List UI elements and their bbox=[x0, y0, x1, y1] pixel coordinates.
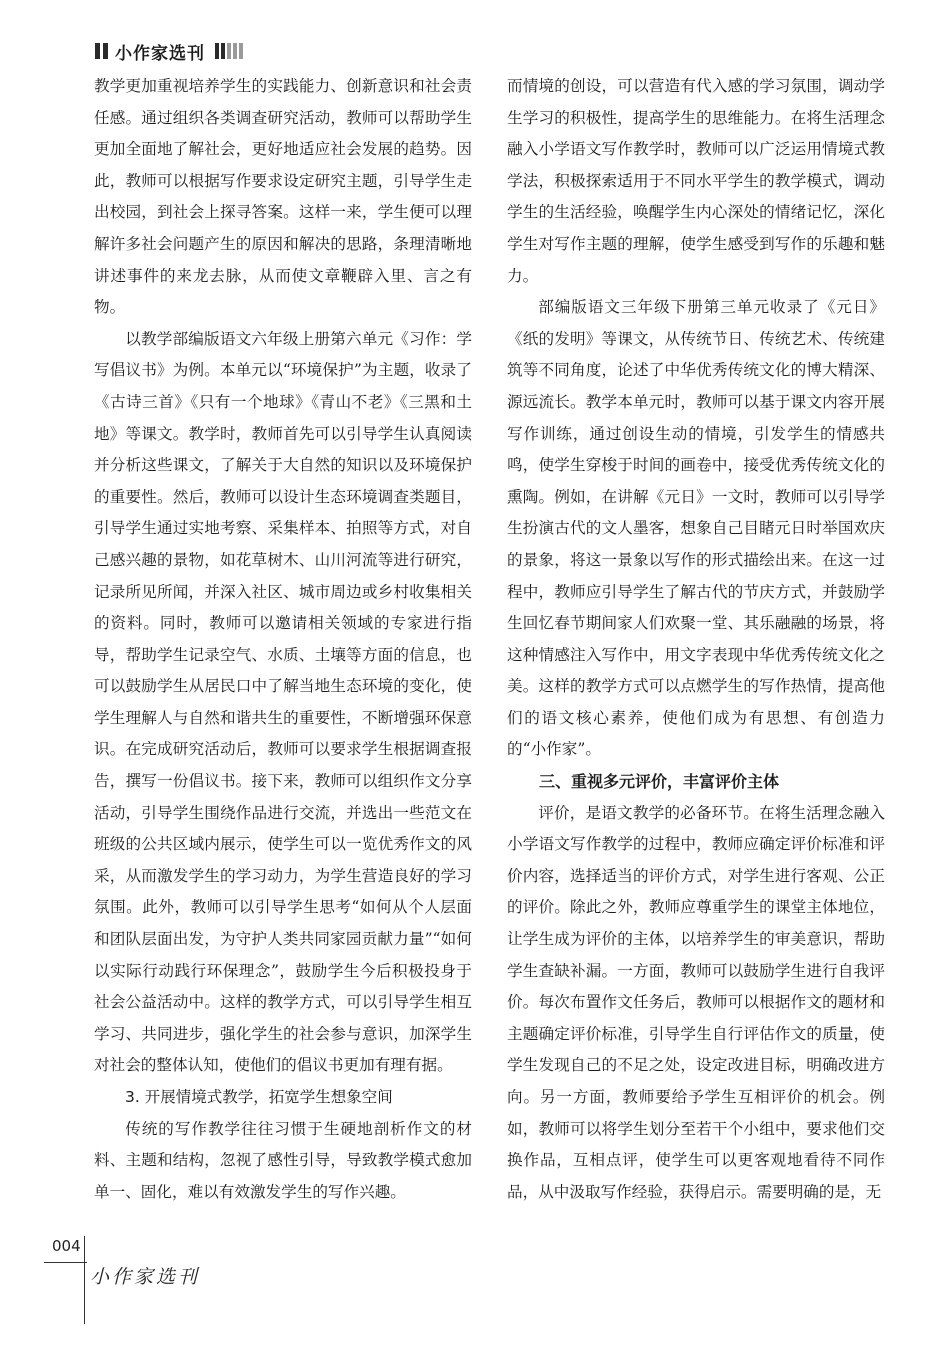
body-paragraph: 评价，是语文教学的必备环节。在将生活理念融入小学语文写作教学的过程中，教师应确定评价标准和评价内容，选择适当的评价方式，对学生进行客观、公正的评价。除此之外，教师应尊重学生的课堂主体地位，让学生成为评价的主体，以培养学生的审美意识，帮助学生查缺补漏。一方面，教师可以鼓励学生进行自我评价。每次布置作文任务后，教师可以根据作文的题材和主题确定评价标准，引导学生自行评估作文的质量，使学生发现自己的不足之处，设定改进目标，明确改进方向。另一方面，教师要给予学生互相评价的机会。例如，教师可以将学生划分至若干个小组中，要求他们交换作品，互相点评，使学生可以更客观地看待不同作品，从中汲取写作经验，获得启示。需要明确的是，无 bbox=[507, 803, 885, 1201]
header-bar-icon bbox=[227, 43, 231, 59]
body-paragraph: 教学更加重视培养学生的实践能力、创新意识和社会责任感。通过组织各类调查研究活动，教师可以帮助学生更加全面地了解社会，更好地适应社会发展的趋势。因此，教师可以根据写作要求设定研究主题，引导学生走出校园，到社会上探寻答案。这样一来，学生便可以理解许多社会问题产生的原因和解决的思路，条理清晰地讲述事件的来龙去脉，从而使文章鞭辟入里、言之有物。 bbox=[94, 77, 472, 317]
footer-divider bbox=[44, 1262, 87, 1263]
header-bar-icon bbox=[95, 43, 100, 59]
section-heading: 三、重视多元评价，丰富评价主体 bbox=[539, 772, 780, 792]
body-paragraph: 而情境的创设，可以营造有代入感的学习氛围，调动学生学习的积极性，提高学生的思维能力。在将生活理念融入小学语文写作教学时，教师可以广泛运用情境式教学法，积极探索适用于不同水平学生的教学模式，调动学生的生活经验，唤醒学生内心深处的情绪记忆，深化学生对写作主题的理解，使学生感受到写作的乐趣和魅力。 bbox=[507, 77, 885, 285]
left-column bbox=[94, 71, 472, 1208]
header-bar-icon bbox=[239, 43, 243, 59]
body-paragraph: 传统的写作教学往往习惯于生硬地剖析作文的材料、主题和结构，忽视了感性引导，导致教学模式愈加单一、固化，难以有效激发学生的写作兴趣。 bbox=[94, 1119, 472, 1201]
right-column bbox=[507, 71, 885, 1208]
header-bar-icon bbox=[103, 43, 108, 59]
footer-divider bbox=[84, 1236, 85, 1324]
header-bar-icon bbox=[221, 43, 225, 59]
footer-logo: 小作家选刊 bbox=[90, 1266, 201, 1288]
body-paragraph: 以教学部编版语文六年级上册第六单元《习作：学写倡议书》为例。本单元以“环境保护”为主题，收录了《古诗三首》《只有一个地球》《青山不老》《三黑和土地》等课文。教学时，教师首先可以引导学生认真阅读并分析这些课文，了解关于大自然的知识以及环境保护的重要性。然后，教师可以设计生态环境调查类题目，引导学生通过实地考察、采集样本、拍照等方式，对自己感兴趣的景物，如花草树木、山川河流等进行研究，记录所见所闻，并深入社区、城市周边或乡村收集相关的资料。同时，教师可以邀请相关领域的专家进行指导，帮助学生记录空气、水质、土壤等方面的信息，也可以鼓励学生从居民口中了解当地生态环境的变化，使学生理解人与自然和谐共生的重要性，不断增强环保意识。在完成研究活动后，教师可以要求学生根据调查报告，撰写一份倡议书。接下来，教师可以组织作文分享活动，引导学生围绕作品进行交流，并选出一些范文在班级的公共区域内展示，使学生可以一览优秀作文的风采，从而激发学生的学习动力，为学生营造良好的学习氛围。此外，教师可以引导学生思考“如何从个人层面和团队层面出发，为守护人类共同家园贡献力量”“如何以实际行动践行环保理念”，鼓励学生今后积极投身于社会公益活动中。这样的教学方式，可以引导学生相互学习、共同进步，强化学生的社会参与意识，加深学生对社会的整体认知，使他们的倡议书更加有理有据。 bbox=[94, 329, 472, 1075]
body-paragraph: 部编版语文三年级下册第三单元收录了《元日》《纸的发明》等课文，从传统节日、传统艺术、传统建筑等不同角度，论述了中华优秀传统文化的博大精深、源远流长。教学本单元时，教师可以基于课文内容开展写作训练，通过创设生动的情境，引发学生的情感共鸣，使学生穿梭于时间的画卷中，接受优秀传统文化的熏陶。例如，在讲解《元日》一文时，教师可以引导学生扮演古代的文人墨客，想象自己目睹元日时举国欢庆的景象，将这一景象以写作的形式描绘出来。在这一过程中，教师应引导学生了解古代的节庆方式，并鼓励学生回忆春节期间家人们欢聚一堂、其乐融融的场景，将这种情感注入写作中，用文字表现中华优秀传统文化之美。这样的教学方式可以点燃学生的写作热情，提高他们的语文核心素养，使他们成为有思想、有创造力的“小作家”。 bbox=[507, 298, 885, 759]
journal-title: 小作家选刊 bbox=[115, 43, 205, 64]
header-bar-icon bbox=[215, 43, 219, 59]
subsection-heading: 3. 开展情境式教学，拓宽学生想象空间 bbox=[125, 1088, 393, 1106]
page-number: 004 bbox=[52, 1237, 81, 1255]
running-header bbox=[95, 38, 243, 64]
header-bar-icon bbox=[233, 43, 237, 59]
